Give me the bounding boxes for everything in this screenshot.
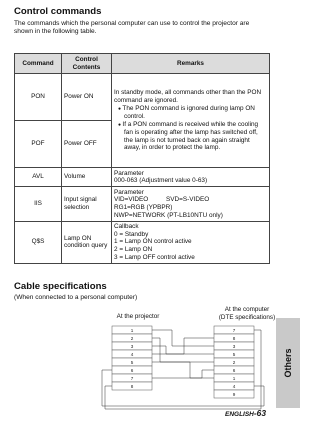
section-heading-control-commands: Control commands xyxy=(14,6,102,17)
power-remarks-text: In standby mode, all commands other than the PON command are ignored. xyxy=(114,89,262,104)
computer-pin-label: 9 xyxy=(232,391,236,397)
contents-cell: Input signal selection xyxy=(62,187,112,221)
command-cell: Q$S xyxy=(15,221,62,263)
computer-pin-label: 4 xyxy=(232,383,236,389)
section-heading-cable-specifications: Cable specifications xyxy=(14,281,107,292)
header-command: Command xyxy=(15,54,62,74)
computer-pin-label: 3 xyxy=(232,343,236,349)
command-cell: AVL xyxy=(15,168,62,187)
page-footer xyxy=(225,408,266,418)
projector-connector xyxy=(112,326,152,390)
computer-pin-label: 8 xyxy=(232,335,236,341)
projector-label: At the projector xyxy=(116,313,160,320)
header-control-contents: Control Contents xyxy=(62,54,112,74)
footer-page-number: -63 xyxy=(253,408,266,418)
contents-cell: Power OFF xyxy=(62,121,112,168)
header-remarks: Remarks xyxy=(112,54,270,74)
computer-connector xyxy=(214,326,254,398)
command-cell: POF xyxy=(15,121,62,168)
projector-pin-label: 2 xyxy=(130,335,134,341)
projector-pin-label: 6 xyxy=(130,367,134,373)
computer-pin-label: 1 xyxy=(232,375,236,381)
side-tab-label: Others xyxy=(283,348,293,378)
projector-pin-label: 7 xyxy=(130,375,134,381)
power-remarks-bullet: ● If a PON command is received while the cooling fan is operating after the lamp has switched off, the lamp is not turned back on again straight away, in order to protect the lamp. xyxy=(118,120,259,152)
command-cell: PON xyxy=(15,74,62,121)
contents-cell: Power ON xyxy=(62,74,112,121)
side-tab-others xyxy=(276,318,300,408)
computer-label-line-2: (DTE specifications) xyxy=(218,314,276,321)
computer-label-line-1: At the computer xyxy=(224,306,270,313)
cable-wire xyxy=(152,370,214,378)
cable-wire xyxy=(152,346,214,354)
projector-pin-label: 4 xyxy=(130,351,134,357)
computer-pin-label: 2 xyxy=(232,359,236,365)
remarks-cell: Callback 0 = Standby 1 = Lamp ON control active 2 = Lamp ON 3 = Lamp OFF control active xyxy=(112,221,270,263)
computer-pin-label: 6 xyxy=(232,367,236,373)
remarks-cell: Parameter VID=VIDEO SVD=S-VIDEO RG1=RGB (YPBPR) NWP=NETWORK (PT-LB10NTU only) xyxy=(112,187,270,221)
computer-pin-label: 7 xyxy=(232,327,236,333)
projector-pin-label: 1 xyxy=(130,327,134,333)
projector-pin-label: 3 xyxy=(130,343,134,349)
projector-pin-label: 8 xyxy=(130,383,134,389)
computer-pin-label: 5 xyxy=(232,351,236,357)
cable-subtitle: (When connected to a personal computer) xyxy=(14,294,138,301)
cable-wire xyxy=(152,338,214,362)
remarks-cell: Parameter 000-063 (Adjustment value 0-63) xyxy=(112,168,270,187)
command-cell: IIS xyxy=(15,187,62,221)
footer-language: ENGLISH xyxy=(224,411,254,418)
contents-cell: Lamp ON condition query xyxy=(62,221,112,263)
projector-pin-label: 5 xyxy=(130,359,134,365)
contents-cell: Volume xyxy=(62,168,112,187)
power-remarks-bullet: ● The PON command is ignored during lamp ON control. xyxy=(118,104,255,121)
intro-text: The commands which the personal computer can use to control the projector are shown in the following table. xyxy=(14,20,250,36)
